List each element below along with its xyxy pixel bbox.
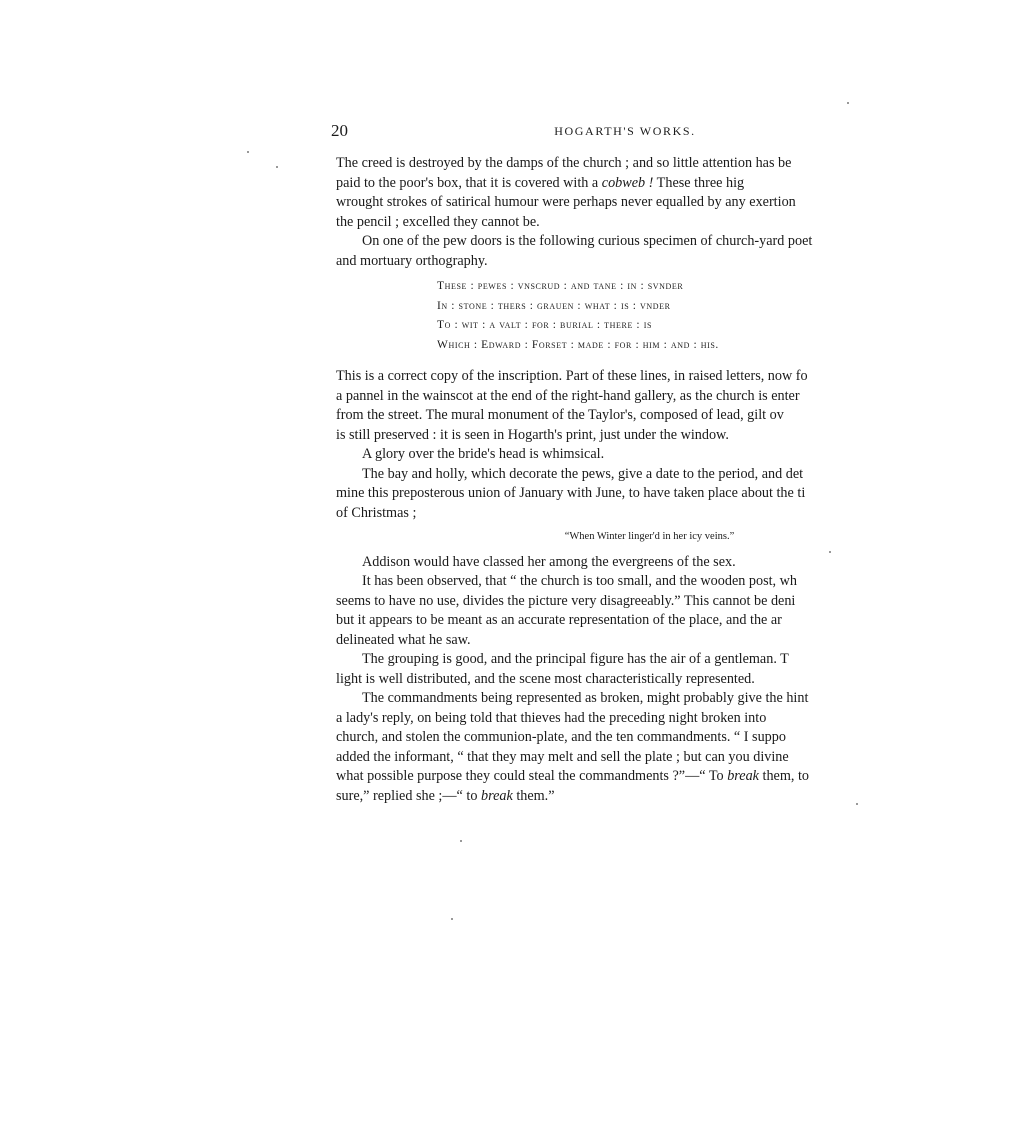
paragraph-creed	[336, 154, 893, 232]
page-body	[336, 154, 893, 806]
text-line: A glory over the bride's head is whimsical.	[362, 446, 605, 462]
paragraph-observed	[336, 572, 893, 650]
paragraph-bay-holly	[336, 465, 893, 524]
running-head: HOGARTH'S WORKS.	[554, 124, 696, 138]
text-line: This is a correct copy of the inscription. Part of these lines, in raised letters, now fo	[336, 368, 808, 384]
text-line: It has been observed, that “ the church is too small, and the wooden post, wh	[362, 573, 797, 589]
text-line: Addison would have classed her among the evergreens of the sex.	[362, 553, 736, 570]
text-line: church, and stolen the communion-plate, and the ten commandments. “ I suppo	[336, 729, 786, 745]
text-line: The creed is destroyed by the damps of the church ; and so little attention has be	[336, 155, 792, 171]
text-line: mine this preposterous union of January with June, to have taken place about the ti	[336, 485, 806, 501]
text-line: seems to have no use, divides the picture very disagreeably.” This cannot be deni	[336, 592, 796, 609]
paragraph-inscription-copy	[336, 367, 893, 445]
text-line: sure,” replied she ;—“ to break them.”	[336, 787, 555, 804]
verse-quotation: “When Winter linger'd in her icy veins.”	[564, 531, 735, 542]
inscription-line: Which : Edward : Forset : made : for : him : and : his.	[437, 338, 719, 351]
text-line: but it appears to be meant as an accurate representation of the place, and the ar	[336, 612, 782, 628]
text-line: from the street. The mural monument of the Taylor's, composed of lead, gilt ov	[336, 407, 784, 423]
text-line: added the informant, “ that they may melt and sell the plate ; but can you divine	[336, 748, 789, 765]
paragraph-grouping	[336, 650, 893, 689]
paragraph-commandments	[336, 689, 893, 806]
text-line: The grouping is good, and the principal figure has the air of a gentleman. T	[362, 651, 789, 667]
text-line: paid to the poor's box, that it is covered with a cobweb ! These three hig	[336, 174, 745, 191]
italic-cobweb: cobweb !	[601, 174, 654, 191]
text-line: wrought strokes of satirical humour were perhaps never equalled by any exertion	[336, 194, 796, 210]
scan-speck	[847, 102, 849, 104]
paragraph-pew-doors	[336, 232, 893, 271]
scan-speck	[460, 840, 462, 842]
text-line: what possible purpose they could steal the commandments ?”—“ To break them, to	[336, 768, 810, 784]
inscription-line: These : pewes : vnscrud : and tane : in : svnder	[437, 280, 684, 292]
text-line: delineated what he saw.	[336, 631, 471, 648]
text-line: of Christmas ;	[336, 504, 417, 521]
pew-inscription	[437, 277, 893, 355]
paragraph-addison	[336, 553, 893, 573]
page-number: 20	[331, 121, 348, 140]
scan-speck	[247, 151, 249, 153]
text-line: and mortuary orthography.	[336, 252, 488, 269]
italic-break: break	[727, 768, 759, 784]
text-line: the pencil ; excelled they cannot be.	[336, 213, 540, 230]
italic-break: break	[480, 787, 513, 804]
scan-speck	[276, 166, 278, 168]
text-line: a pannel in the wainscot at the end of the right-hand gallery, as the church is enter	[336, 387, 800, 404]
text-line: The commandments being represented as broken, might probably give the hint	[362, 690, 809, 706]
text-line: The bay and holly, which decorate the pews, give a date to the period, and det	[362, 465, 804, 482]
scan-speck	[829, 551, 831, 553]
inscription-line: To : wit : a valt : for : burial : there : is	[437, 319, 653, 331]
scan-speck	[451, 918, 453, 920]
text-line: On one of the pew doors is the following curious specimen of church-yard poet	[362, 233, 813, 249]
text-line: a lady's reply, on being told that thieves had the preceding night broken into	[336, 709, 767, 726]
scan-speck	[856, 803, 858, 805]
inscription-line: In : stone : thers : grauen : what : is : vnder	[437, 299, 671, 312]
text-line: is still preserved : it is seen in Hogarth's print, just under the window.	[336, 426, 729, 443]
paragraph-glory	[336, 445, 893, 465]
text-line: light is well distributed, and the scene most characteristically represented.	[336, 670, 755, 687]
